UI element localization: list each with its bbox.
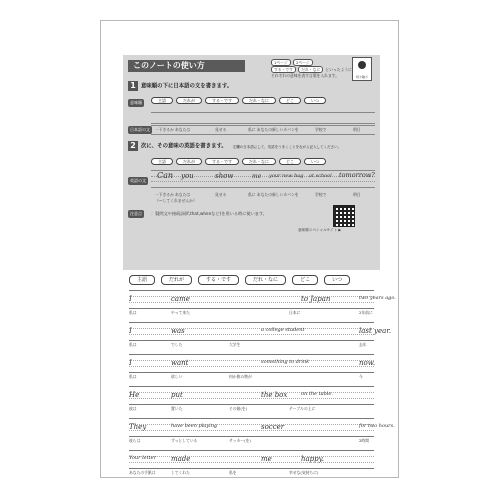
- step-2: [128, 141, 378, 151]
- qr-code[interactable]: [333, 205, 355, 227]
- example-row: [129, 318, 392, 348]
- en-word: at school: [309, 173, 332, 179]
- english-word: for two hours.: [359, 423, 395, 429]
- stamp-label: 切り取り: [355, 75, 368, 79]
- japanese-word: 私を: [229, 470, 237, 475]
- tag-jp: 日本語の文: [130, 127, 150, 132]
- example-row: [129, 286, 396, 316]
- usage-guide-box: [123, 55, 380, 270]
- en-word: you: [181, 172, 194, 180]
- english-word: have been playing: [171, 423, 218, 429]
- example-row: [129, 382, 374, 412]
- writing-lines: [129, 354, 374, 372]
- jp-word: 一下きるか: [155, 127, 174, 132]
- note-pill: だれ・なに: [298, 66, 323, 73]
- slot-pill: する・です: [205, 97, 239, 104]
- english-word: soccer: [261, 423, 285, 431]
- jp-word: あなたは: [175, 127, 191, 132]
- slot-pill: どこ: [279, 158, 301, 165]
- jp-word: あなたは: [175, 192, 191, 197]
- example-row: [129, 446, 374, 476]
- english-word: something to drink: [261, 359, 310, 365]
- japanese-word: 2年前に: [359, 310, 373, 315]
- step1-writing-band: [151, 112, 375, 124]
- jp-word: 明日: [353, 127, 361, 132]
- step2-pill-row: [151, 158, 326, 165]
- jp-word: 一下きるか: [155, 192, 174, 197]
- en-word: tomorrow?: [339, 171, 375, 179]
- example-header: [129, 275, 350, 285]
- jp-word: 私に あなたの新しいカバンを: [248, 127, 299, 132]
- english-word: They: [129, 423, 147, 431]
- en-word: Can: [157, 171, 174, 180]
- english-word: He: [129, 391, 140, 399]
- english-word: was: [171, 327, 185, 335]
- english-word: last year.: [359, 327, 392, 335]
- note-pill: 2ページ: [293, 59, 313, 66]
- writing-lines: [129, 418, 374, 436]
- note-pill: する・です: [271, 66, 296, 73]
- tag-footnote: 注意点: [130, 211, 142, 216]
- english-word: two years ago.: [359, 295, 396, 301]
- slot-pill: だれが: [161, 275, 192, 285]
- english-word: I: [129, 359, 132, 367]
- english-word: on the table.: [301, 391, 333, 397]
- slot-pill: だれ・なに: [242, 158, 276, 165]
- japanese-word: あなたの手紙は: [129, 470, 156, 475]
- jp-subnote: （～してくれませんか）: [155, 198, 197, 203]
- japanese-word: 彼らは: [129, 438, 141, 443]
- jp-word: 見せる: [215, 127, 227, 132]
- japanese-word: 彼は: [129, 406, 137, 411]
- slot-pill: いつ: [304, 158, 326, 165]
- japanese-word: でした: [171, 342, 183, 347]
- english-word: Your letter: [129, 455, 157, 461]
- japanese-word: 欲しい: [171, 374, 183, 379]
- japanese-word: 去年: [359, 342, 367, 347]
- note-pill: 1ページ: [271, 59, 291, 66]
- slot-pill: 主語: [151, 97, 173, 104]
- english-word: I: [129, 295, 132, 303]
- footnote-text: ：疑問文や接続詞(if,that,whenなど)を用いる時に使います。: [151, 211, 267, 216]
- japanese-word: その箱(を): [229, 406, 248, 411]
- japanese-word: 私は: [129, 374, 137, 379]
- jp-word: 学校で: [315, 192, 327, 197]
- writing-lines: [129, 290, 374, 308]
- english-word: put: [171, 391, 183, 399]
- english-word: I: [129, 327, 132, 335]
- slot-pill: だれ・なに: [245, 275, 286, 285]
- slot-pill: する・です: [205, 158, 239, 165]
- english-word: made: [171, 455, 191, 463]
- step-text: 次に、その意味の英語を書きます。: [141, 143, 227, 150]
- slot-pill: 主語: [151, 158, 173, 165]
- english-word: to Japan: [301, 295, 331, 303]
- notebook-page: [100, 20, 399, 478]
- japanese-word: 今: [359, 374, 363, 379]
- en-word: your new bag: [269, 173, 304, 179]
- slot-pill: いつ: [324, 275, 350, 285]
- japanese-word: 大学生: [229, 342, 241, 347]
- japanese-word: 日本に: [289, 310, 301, 315]
- japanese-word: 何か飲み物が: [229, 374, 252, 379]
- note-text: それぞれの意味を表す言葉を入れます。: [271, 73, 340, 78]
- slot-pill: いつ: [304, 97, 326, 104]
- tag-imi: 意味順: [130, 100, 142, 105]
- en-word: me: [252, 173, 262, 180]
- japanese-word: サッカー(を): [229, 438, 251, 443]
- writing-lines: [129, 386, 374, 404]
- english-word: me: [261, 455, 272, 463]
- example-row: [129, 414, 395, 444]
- english-word: want: [171, 359, 189, 367]
- jp-word: 明日: [353, 192, 361, 197]
- site-link[interactable]: 意味順スペシャルサイト ▶: [298, 228, 342, 232]
- step-number: 2: [128, 141, 138, 151]
- japanese-word: テーブルの上に: [289, 406, 316, 411]
- slot-pill: だれ・なに: [242, 97, 276, 104]
- japanese-word: 2時間: [359, 438, 370, 443]
- note-text: といったように: [325, 67, 352, 72]
- japanese-word: 私は: [129, 342, 137, 347]
- japanese-word: 置いた: [171, 406, 183, 411]
- jp-word: 私に あなたの新しいカバンを: [248, 192, 299, 197]
- english-word: a college student: [261, 327, 305, 333]
- english-word: now.: [359, 359, 376, 367]
- english-word: came: [171, 295, 190, 303]
- step-1: [128, 81, 378, 91]
- step-note: 左欄の日本語にして、英語をうまくことをながら記入してください。: [232, 144, 342, 149]
- example-row: [129, 350, 374, 380]
- jp-word: 学校で: [315, 127, 327, 132]
- step1-pill-row: [151, 97, 326, 104]
- japanese-word: ずっとしている: [171, 438, 198, 443]
- slot-pill: どこ: [292, 275, 318, 285]
- jp-word: 見せる: [215, 192, 227, 197]
- japanese-word: してくれた: [171, 470, 190, 475]
- english-word: happy.: [301, 455, 324, 463]
- slot-pill: だれが: [176, 97, 202, 104]
- guide-title: このノートの使い方: [128, 60, 245, 72]
- japanese-word: 幸せな(気持ちに): [289, 470, 319, 475]
- slot-pill: する・です: [198, 275, 239, 285]
- step-number: 1: [128, 81, 138, 91]
- en-word: show: [215, 172, 234, 180]
- writing-lines: [129, 322, 374, 340]
- slot-pill: だれが: [176, 158, 202, 165]
- japanese-word: やって来た: [171, 310, 190, 315]
- japanese-word: 私は: [129, 310, 137, 315]
- slot-pill: どこ: [279, 97, 301, 104]
- stamp-icon: [352, 57, 372, 81]
- english-word: the box: [261, 391, 288, 399]
- step-text: 意味順の下に日本語の文を書きます。: [141, 83, 233, 90]
- tag-en: 英語の文: [130, 178, 146, 183]
- slot-pill: 主語: [129, 275, 155, 285]
- writing-lines: [129, 450, 374, 468]
